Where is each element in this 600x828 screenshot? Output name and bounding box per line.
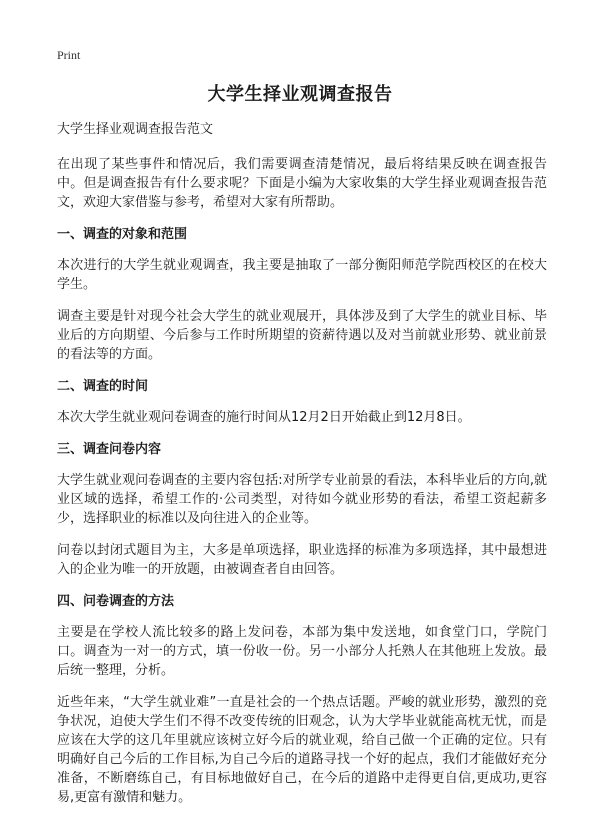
section-heading-2: 二、调查的时间	[57, 379, 149, 394]
document-subtitle: 大学生择业观调查报告范文	[57, 122, 214, 137]
section-3-paragraph-2: 问卷以封闭式题目为主，大多是单项选择，职业选择的标准为多项选择，其中最想进入的企业为唯一的开放题，由被调查者自由回答。	[57, 543, 547, 577]
section-heading-1: 一、调查的对象和范围	[57, 227, 188, 242]
section-3-paragraph-1: 大学生就业观问卷调查的主要内容包括:对所学专业前景的看法，本科毕业后的方向,就业区域的选择，希望工作的·公司类型，对待如今就业形势的看法，希望工资起薪多少，选择职业的标准以及向往进入的企业等。	[57, 473, 547, 526]
print-link[interactable]: Print	[57, 48, 81, 62]
section-heading-4: 四、问卷调查的方法	[57, 594, 175, 609]
section-1-paragraph-2: 调查主要是针对现今社会大学生的就业观展开，具体涉及到了大学生的就业目标、毕业后的方向期望、今后参与工作时所期望的资薪待遇以及对当前就业形势、就业前景的看法等的方面。	[57, 309, 547, 362]
section-4-paragraph-2: 近些年来，“大学生就业难”一直是社会的一个热点话题。严峻的就业形势，激烈的竞争状况，迫使大学生们不得不改变传统的旧观念，认为大学毕业就能高枕无忧，而是应该在大学的这几年里就应该树立好今后的就业观，给自己做一个正确的定位。只有明确好自己今后的工作目标,为自己今后的道路寻找一个好的起点，我们才能做好充分准备，不断磨练自己，有目标地做好自己，在今后的道路中走得更自信,更成功,更容易,更富有激情和魅力。	[57, 695, 547, 805]
section-1-paragraph-1: 本次进行的大学生就业观调查，我主要是抽取了一部分衡阳师范学院西校区的在校大学生。	[57, 258, 547, 292]
section-heading-3: 三、调查问卷内容	[57, 442, 162, 457]
document-title: 大学生择业观调查报告	[207, 84, 393, 105]
document-body	[57, 120, 547, 820]
intro-paragraph: 在出现了某些事件和情况后，我们需要调查清楚情况，最后将结果反映在调查报告中。但是调查报告有什么要求呢？下面是小编为大家收集的大学生择业观调查报告范文，欢迎大家借鉴与参考，希望对大家有所帮助。	[57, 157, 547, 210]
section-4-paragraph-1: 主要是在学校人流比较多的路上发问卷，本部为集中发送地，如食堂门口，学院门口。调查为一对一的方式，填一份收一份。另一小部分人托熟人在其他班上发放。最后统一整理，分析。	[57, 625, 547, 678]
section-2-paragraph-1: 本次大学生就业观问卷调查的施行时间从12月2日开始截止到12月8日。	[57, 410, 471, 425]
